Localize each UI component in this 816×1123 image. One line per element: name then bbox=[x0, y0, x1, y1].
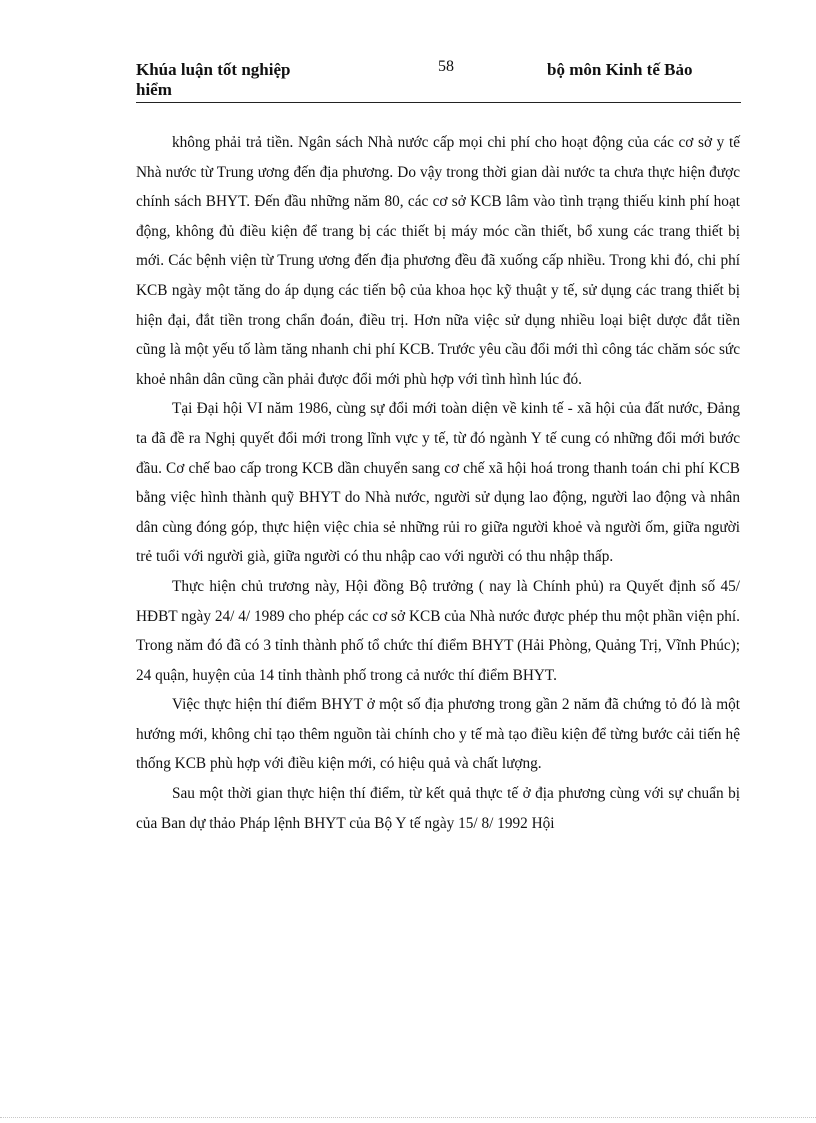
page-number: 58 bbox=[438, 58, 454, 75]
page-bottom-divider bbox=[0, 1117, 816, 1118]
paragraph-3: Thực hiện chủ trương này, Hội đồng Bộ trưởng ( nay là Chính phủ) ra Quyết định số 45/ HĐBT ngày 24/ 4/ 1989 cho phép các cơ sở KCB của Nhà nước được phép thu một phần viện phí. Trong năm đó đã có 3 tỉnh thành phố tổ chức thí điểm BHYT (Hải Phòng, Quảng Trị, Vĩnh Phúc); 24 quận, huyện của 14 tỉnh thành phố trong cả nước thí điểm BHYT. bbox=[136, 577, 740, 684]
paragraph-2: Tại Đại hội VI năm 1986, cùng sự đổi mới toàn diện về kinh tế - xã hội của đất nước, Đảng ta đã đề ra Nghị quyết đổi mới trong lĩnh vực y tế, từ đó ngành Y tế cung có những đổi mới bước đầu. Cơ chế bao cấp trong KCB dần chuyển sang cơ chế xã hội hoá trong thanh toán chi phí KCB bằng việc hình thành quỹ BHYT do Nhà nước, người sử dụng lao động, người lao động và nhân dân cùng đóng góp, thực hiện việc chia sẻ những rủi ro giữa người khoẻ và người ốm, giữa người trẻ tuổi với người già, giữa người có thu nhập cao với người có thu nhập thấp. bbox=[136, 400, 740, 566]
paragraph-4: Việc thực hiện thí điểm BHYT ở một số địa phương trong gần 2 năm đã chứng tỏ đó là một hướng mới, không chỉ tạo thêm nguồn tài chính cho y tế mà tạo điều kiện để từng bước cải tiến hệ thống KCB phù hợp với điều kiện mới, có hiệu quả và chất lượng. bbox=[136, 696, 740, 773]
paragraph-1: không phải trả tiền. Ngân sách Nhà nước cấp mọi chi phí cho hoạt động của các cơ sở y tế Nhà nước từ Trung ương đến địa phương. Do vậy trong thời gian dài nước ta chưa thực hiện được chính sách BHYT. Đến đầu những năm 80, các cơ sở KCB lâm vào tình trạng thiếu kinh phí hoạt động, không đủ điều kiện để trang bị các thiết bị máy móc cần thiết, bổ xung các trang thiết bị mới. Các bệnh viện từ Trung ương đến địa phương đều đã xuống cấp nhiều. Trong khi đó, chi phí KCB ngày một tăng do áp dụng các tiến bộ của khoa học kỹ thuật y tế, sử dụng các trang thiết bị hiện đại, đắt tiền trong chẩn đoán, điều trị. Hơn nữa việc sử dụng nhiều loại biệt dược đắt tiền cũng là một yếu tố làm tăng nhanh chi phí KCB. Trước yêu cầu đổi mới thì công tác chăm sóc sức khoẻ nhân dân cũng cần phải được đổi mới phù hợp với tình hình lúc đó. bbox=[136, 134, 740, 388]
header-thesis-title bbox=[136, 60, 336, 100]
header-left-line2: hiểm bbox=[136, 80, 172, 99]
page-header bbox=[136, 58, 741, 103]
paragraph-5: Sau một thời gian thực hiện thí điểm, từ kết quả thực tế ở địa phương cùng với sự chuẩn bị của Ban dự thảo Pháp lệnh BHYT của Bộ Y tế ngày 15/ 8/ 1992 Hội bbox=[136, 785, 740, 832]
header-department: bộ môn Kinh tế Bảo bbox=[547, 60, 693, 79]
header-left-line1: Khúa luận tốt nghiệp bbox=[136, 60, 291, 79]
body-text bbox=[136, 128, 740, 838]
